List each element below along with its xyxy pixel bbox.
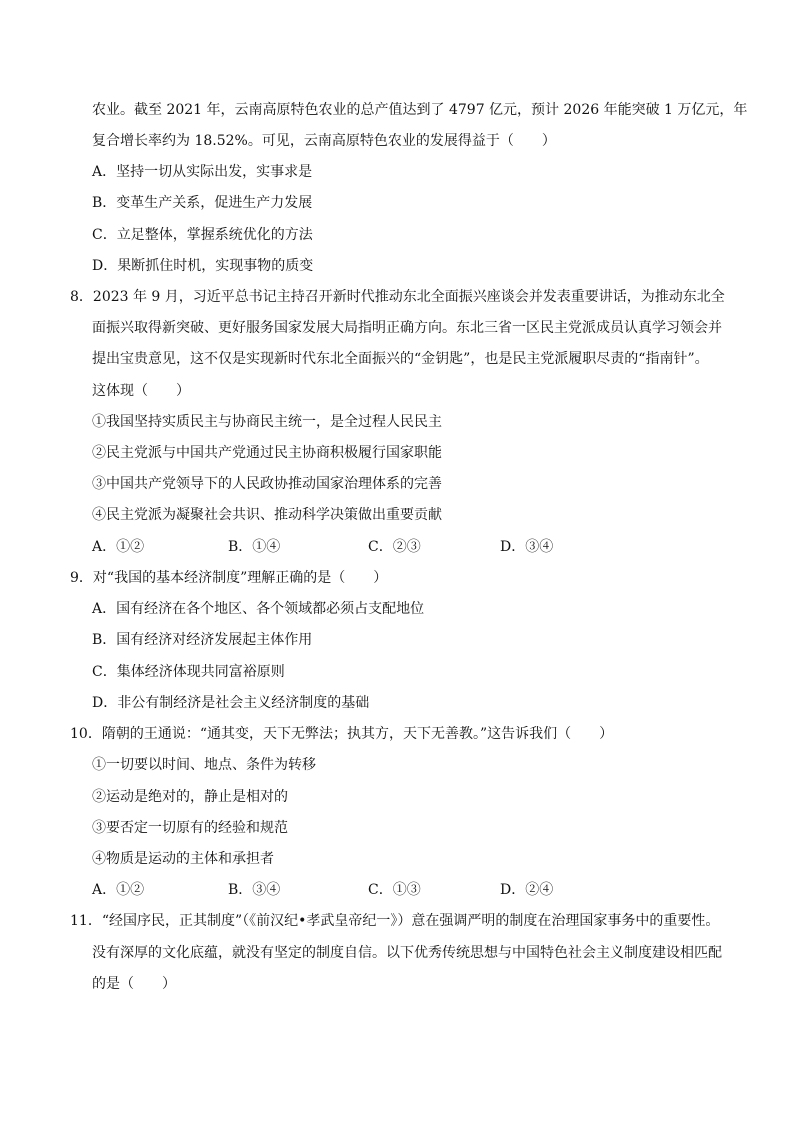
q7-text-line1: 农业。截至 2021 年，云南高原特色农业的总产值达到了 4797 亿元，预计 2026 年能突破 1 万亿元，年 [92,102,748,118]
q11-text-line1: 11．“经国序民，正其制度”（《前汉纪•孝武皇帝纪一》）意在强调严明的制度在治理国家事务中的重要性。 [70,913,720,929]
q8-statement-1: ①我国坚持实质民主与协商民主统一，是全过程人民民主 [92,414,442,430]
q10-statement-4: ④物质是运动的主体和承担者 [92,851,274,867]
q8-text-line4: 这体现（ ） [92,383,190,399]
q9-option-c: C．集体经济体现共同富裕原则 [92,664,285,680]
q10-choice-d: D．②④ [500,882,554,898]
q11-text-line3: 的是（ ） [92,976,176,992]
q8-choice-d: D．③④ [500,539,554,555]
q7-option-a: A．坚持一切从实际出发，实事求是 [92,164,313,180]
q9-option-a: A．国有经济在各个地区、各个领域都必须占支配地位 [92,601,425,617]
q10-statement-3: ③要否定一切原有的经验和规范 [92,820,288,836]
q8-statement-3: ③中国共产党领导下的人民政协推动国家治理体系的完善 [92,476,442,492]
q8-statement-2: ②民主党派与中国共产党通过民主协商积极履行国家职能 [92,445,442,461]
q9-option-b: B．国有经济对经济发展起主体作用 [92,632,313,648]
q10-statement-2: ②运动是绝对的，静止是相对的 [92,789,288,805]
q8-text-line3: 提出宝贵意见，这不仅是实现新时代东北全面振兴的“金钥匙”，也是民主党派履职尽责的“指南针”。 [92,351,709,367]
q11-text-line2: 没有深厚的文化底蕴，就没有坚定的制度自信。以下优秀传统思想与中国特色社会主义制度建设相匹配 [92,945,722,961]
q8-text-line2: 面振兴取得新突破、更好服务国家发展大局指明正确方向。东北三省一区民主党派成员认真学习领会并 [92,320,722,336]
q9-option-d: D．非公有制经济是社会主义经济制度的基础 [92,695,370,711]
q8-choice-b: B．①④ [228,539,281,555]
q8-text-line1: 8．2023 年 9 月，习近平总书记主持召开新时代推动东北全面振兴座谈会并发表重要讲话，为推动东北全 [70,289,725,305]
q10-statement-1: ①一切要以时间、地点、条件为转移 [92,757,316,773]
q7-text-line2: 复合增长率约为 18.52%。可见，云南高原特色农业的发展得益于（ ） [92,133,556,149]
q7-option-d: D．果断抓住时机，实现事物的质变 [92,258,314,274]
q9-text-line1: 9．对“我国的基本经济制度”理解正确的是（ ） [70,570,388,586]
q10-choice-a: A．①② [92,882,145,898]
q8-choice-a: A．①② [92,539,145,555]
q8-statement-4: ④民主党派为凝聚社会共识、推动科学决策做出重要贡献 [92,507,442,523]
q8-choice-c: C．②③ [368,539,421,555]
q10-text-line1: 10．隋朝的王通说：“通其变，天下无弊法；执其方，天下无善教。”这告诉我们（ ） [70,726,614,742]
q7-option-c: C．立足整体，掌握系统优化的方法 [92,227,313,243]
q7-option-b: B．变革生产关系，促进生产力发展 [92,195,313,211]
q10-choice-b: B．③④ [228,882,281,898]
q10-choice-c: C．①③ [368,882,421,898]
